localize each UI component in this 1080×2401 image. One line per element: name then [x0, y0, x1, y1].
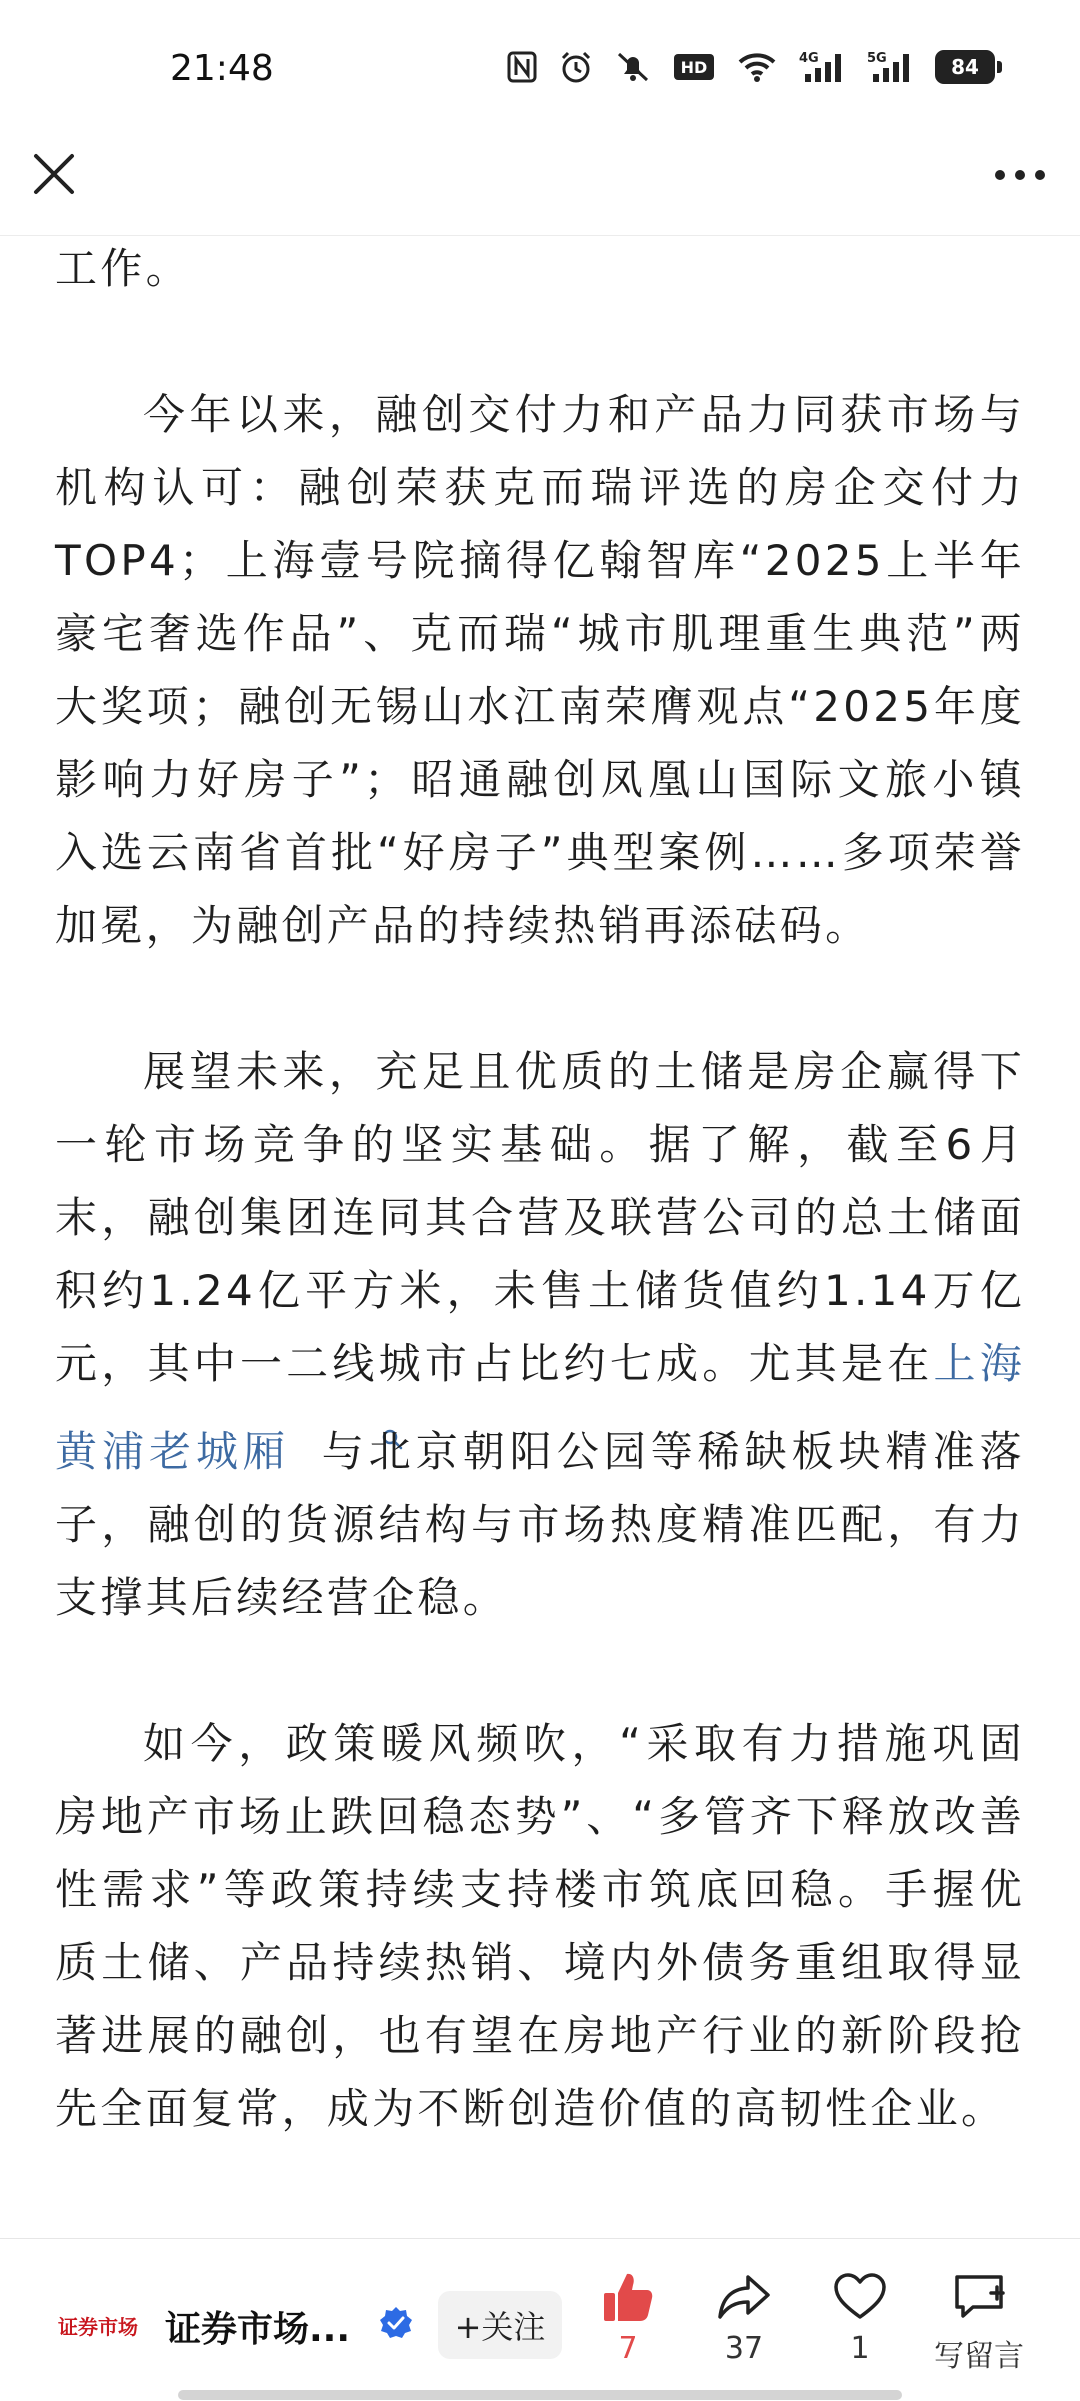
search-icon[interactable]	[292, 1400, 316, 1424]
battery-level: 84	[935, 50, 995, 84]
battery-icon	[935, 50, 1002, 84]
comment-label: 写留言	[934, 2339, 1024, 2374]
network-5g-label: 5G	[867, 51, 887, 66]
alarm-icon	[559, 50, 593, 84]
nfc-icon	[507, 51, 537, 83]
comment-button[interactable]	[920, 2269, 1038, 2375]
top-nav-bar	[0, 130, 1080, 236]
follow-button[interactable]: +关注	[438, 2291, 562, 2359]
article-paragraph-2	[55, 1035, 1025, 1634]
paragraph-gap	[55, 305, 1025, 378]
bottom-action-bar	[0, 2238, 1080, 2401]
battery-cap	[997, 61, 1002, 73]
thumbs-up-icon	[573, 2269, 683, 2325]
account-name[interactable]: 证券市场...	[165, 2309, 351, 2350]
hd-icon	[673, 52, 715, 82]
paragraph-2-text-before: 展望未来，充足且优质的土储是房企赢得下一轮市场竞争的坚实基础。据了解，截至6月末，融创集团连同其合营及联营公司的总土储面积约1.24亿平方米，未售土储货值约1.14万亿元，其中一二线城市占比约七成。尤其是在	[55, 1047, 1025, 1388]
article-body	[55, 232, 1025, 2145]
wifi-icon	[737, 52, 777, 82]
status-time: 21:48	[170, 48, 274, 89]
keyword-link[interactable]: 上海黄浦老城厢	[55, 1339, 1026, 1476]
account-logo[interactable]: 证券市场	[58, 2315, 138, 2339]
paragraph-2-text-after: 与北京朝阳公园等稀缺板块精准落子，融创的货源结构与市场热度精准匹配，有力支撑其后续经营企稳。	[55, 1427, 1025, 1622]
article-paragraph-3: 如今，政策暖风频吹，“采取有力措施巩固房地产市场止跌回稳态势”、“多管齐下释放改善性需求”等政策持续支持楼市筑底回稳。手握优质土储、产品持续热销、境内外债务重组取得显著进展的融创，也有望在房地产行业的新阶段抢先全面复常，成为不断创造价值的高韧性企业。	[55, 1719, 1025, 2133]
article-paragraph-0: 工作。	[55, 244, 191, 293]
network-4g-label: 4G	[799, 51, 819, 66]
status-bar	[0, 0, 1080, 130]
share-count: 37	[724, 2331, 764, 2366]
gesture-navigation-bar[interactable]	[178, 2390, 902, 2400]
signal-5g-icon	[867, 50, 913, 84]
signal-4g-icon	[799, 50, 845, 84]
share-icon	[689, 2269, 799, 2325]
close-icon[interactable]	[30, 150, 78, 198]
share-button[interactable]	[689, 2269, 799, 2366]
heart-icon	[805, 2269, 915, 2325]
paragraph-gap	[55, 1634, 1025, 1707]
status-icons	[507, 50, 1002, 84]
article-paragraph-1: 今年以来，融创交付力和产品力同获市场与机构认可：融创荣获克而瑞评选的房企交付力TOP4；上海壹号院摘得亿翰智库“2025上半年豪宅奢选作品”、克而瑞“城市肌理重生典范”两大奖项；融创无锡山水江南荣膺观点“2025年度影响力好房子”；昭通融创凤凰山国际文旅小镇入选云南省首批“好房子”典型案例……多项荣誉加冕，为融创产品的持续热销再添砝码。	[55, 390, 1025, 950]
favorite-button[interactable]	[805, 2269, 915, 2366]
paragraph-gap	[55, 962, 1025, 1035]
verified-badge-icon	[378, 2305, 414, 2341]
mute-icon	[615, 50, 651, 84]
like-button[interactable]	[573, 2269, 683, 2366]
hd-label: HD	[680, 58, 708, 77]
like-count: 7	[618, 2331, 638, 2366]
more-icon[interactable]	[990, 155, 1050, 195]
comment-icon	[920, 2269, 1038, 2325]
favorite-count: 1	[850, 2331, 870, 2366]
